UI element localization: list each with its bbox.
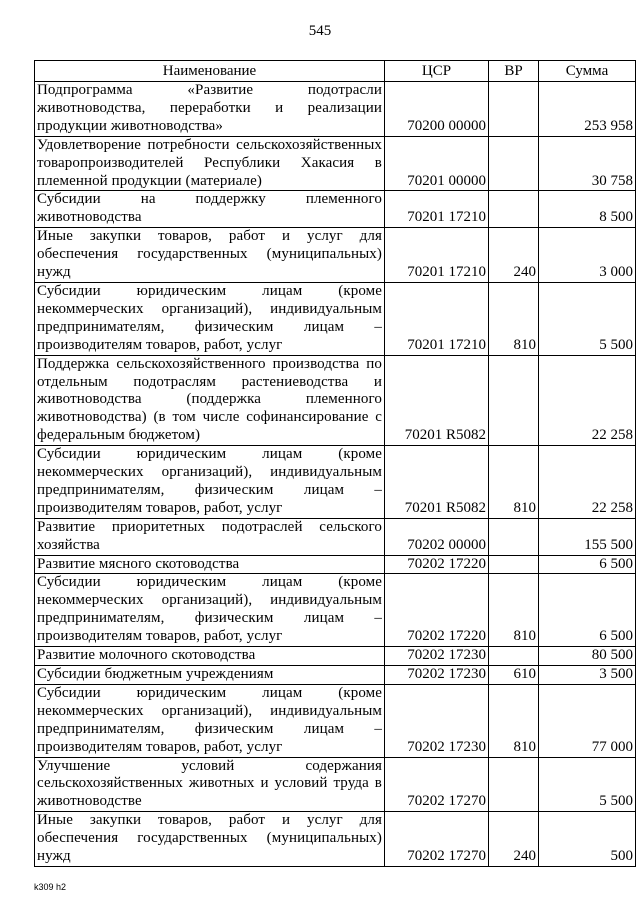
table-row [35, 666, 636, 685]
row-vr: 810 [489, 574, 539, 647]
header-name: Наименование [35, 61, 385, 82]
row-csr: 70200 00000 [385, 82, 489, 137]
table-row [35, 282, 636, 355]
table-row [35, 812, 636, 867]
row-name: Субсидии бюджетным учреждениям [35, 666, 385, 685]
row-csr: 70202 17230 [385, 666, 489, 685]
row-name: Поддержка сельскохозяйственного производства по отдельным подотраслям растениеводства и животноводства (поддержка племенного животноводства) (в том числе софинансирование с федеральным бюджетом) [35, 355, 385, 446]
row-csr: 70202 17220 [385, 555, 489, 574]
row-name: Развитие молочного скотоводства [35, 647, 385, 666]
table-row [35, 555, 636, 574]
row-vr: 240 [489, 812, 539, 867]
row-vr: 810 [489, 684, 539, 757]
row-sum: 22 258 [539, 446, 636, 519]
row-csr: 70201 00000 [385, 136, 489, 191]
row-sum: 253 958 [539, 82, 636, 137]
row-name: Удовлетворение потребности сельскохозяйственных товаропроизводителей Республики Хакасия в племенной продукции (материале) [35, 136, 385, 191]
row-sum: 5 500 [539, 282, 636, 355]
row-name: Улучшение условий содержания сельскохозяйственных животных и условий труда в животноводстве [35, 757, 385, 812]
table-row [35, 518, 636, 555]
row-sum: 155 500 [539, 518, 636, 555]
table-row [35, 647, 636, 666]
row-vr: 240 [489, 228, 539, 283]
row-sum: 6 500 [539, 555, 636, 574]
table-row [35, 228, 636, 283]
row-name: Развитие мясного скотоводства [35, 555, 385, 574]
row-vr: 810 [489, 282, 539, 355]
row-vr [489, 355, 539, 446]
header-vr: ВР [489, 61, 539, 82]
row-csr: 70201 17210 [385, 228, 489, 283]
row-csr: 70202 17270 [385, 812, 489, 867]
row-vr: 610 [489, 666, 539, 685]
table-body [35, 82, 636, 867]
row-name: Субсидии юридическим лицам (кроме некоммерческих организаций), индивидуальным предпринимателям, физическим лицам – производителям товаров, работ, услуг [35, 446, 385, 519]
row-csr: 70202 17220 [385, 574, 489, 647]
row-vr: 810 [489, 446, 539, 519]
row-sum: 8 500 [539, 191, 636, 228]
row-sum: 80 500 [539, 647, 636, 666]
row-name: Иные закупки товаров, работ и услуг для обеспечения государственных (муниципальных) нужд [35, 812, 385, 867]
table-row [35, 136, 636, 191]
row-vr [489, 82, 539, 137]
table-row [35, 355, 636, 446]
row-csr: 70202 17230 [385, 684, 489, 757]
page-number: 545 [308, 23, 332, 39]
row-vr [489, 191, 539, 228]
table-row [35, 191, 636, 228]
row-name: Иные закупки товаров, работ и услуг для обеспечения государственных (муниципальных) нужд [35, 228, 385, 283]
row-name: Субсидии юридическим лицам (кроме некоммерческих организаций), индивидуальным предпринимателям, физическим лицам – производителям товаров, работ, услуг [35, 684, 385, 757]
row-vr [489, 518, 539, 555]
row-vr [489, 136, 539, 191]
table-row [35, 446, 636, 519]
row-sum: 77 000 [539, 684, 636, 757]
budget-table [34, 60, 636, 867]
row-csr: 70201 17210 [385, 282, 489, 355]
row-vr [489, 757, 539, 812]
footer-code: k309 h2 [34, 882, 67, 892]
header-csr: ЦСР [385, 61, 489, 82]
row-sum: 6 500 [539, 574, 636, 647]
table-header-row [35, 61, 636, 82]
row-name: Субсидии юридическим лицам (кроме некоммерческих организаций), индивидуальным предпринимателям, физическим лицам – производителям товаров, работ, услуг [35, 282, 385, 355]
row-vr [489, 647, 539, 666]
row-csr: 70201 R5082 [385, 355, 489, 446]
row-sum: 22 258 [539, 355, 636, 446]
row-csr: 70201 17210 [385, 191, 489, 228]
row-sum: 30 758 [539, 136, 636, 191]
table-row [35, 684, 636, 757]
row-csr: 70202 17270 [385, 757, 489, 812]
row-sum: 3 000 [539, 228, 636, 283]
row-csr: 70201 R5082 [385, 446, 489, 519]
table-row [35, 574, 636, 647]
row-vr [489, 555, 539, 574]
row-name: Развитие приоритетных подотраслей сельского хозяйства [35, 518, 385, 555]
header-sum: Сумма [539, 61, 636, 82]
row-name: Субсидии на поддержку племенного животноводства [35, 191, 385, 228]
row-csr: 70202 00000 [385, 518, 489, 555]
row-sum: 500 [539, 812, 636, 867]
row-name: Субсидии юридическим лицам (кроме некоммерческих организаций), индивидуальным предпринимателям, физическим лицам – производителям товаров, работ, услуг [35, 574, 385, 647]
row-csr: 70202 17230 [385, 647, 489, 666]
row-sum: 5 500 [539, 757, 636, 812]
row-sum: 3 500 [539, 666, 636, 685]
table-row [35, 82, 636, 137]
row-name: Подпрограмма «Развитие подотрасли животноводства, переработки и реализации продукции животноводства» [35, 82, 385, 137]
table-row [35, 757, 636, 812]
